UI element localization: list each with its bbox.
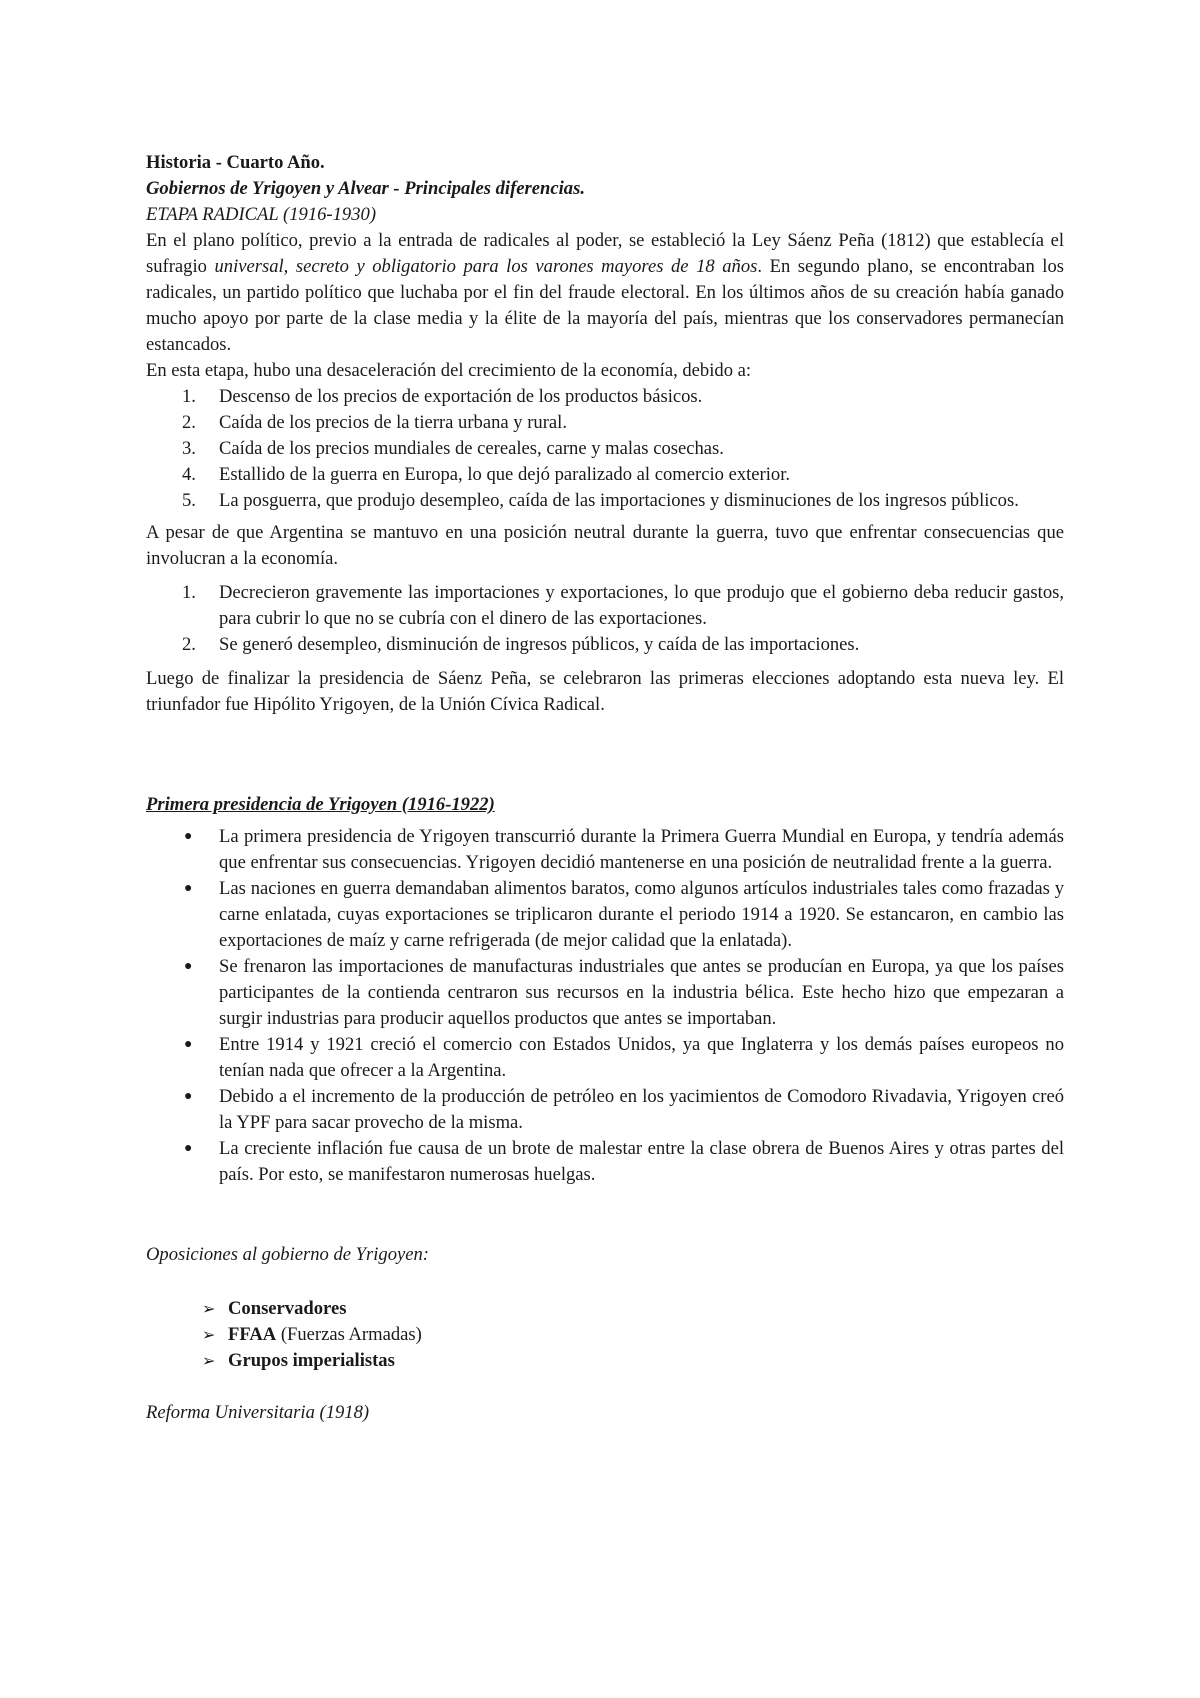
intro-text-a: En el plano político, previo a la entrada de radicales al poder, se estableció la Ley Sáenz Peña (1812) que establecía el sufragio [146, 230, 1064, 277]
list-item-text: Estallido de la guerra en Europa, lo que dejó paralizado al comercio exterior. [219, 464, 791, 485]
opposition-heading: Oposiciones al gobierno de Yrigoyen: [146, 1244, 430, 1265]
list-number: 2. [182, 634, 196, 655]
intro-emphasis: universal, secreto y obligatorio para los varones mayores de 18 años [214, 256, 758, 277]
bullet-icon: ● [184, 1037, 193, 1052]
opposition-list [146, 1296, 1064, 1374]
list-item [146, 488, 1064, 514]
list-item [146, 1136, 1064, 1188]
list-item [146, 462, 1064, 488]
list-item-text: La posguerra, que produjo desempleo, caída de las importaciones y disminuciones de los ingresos públicos. [219, 490, 1019, 511]
opposition-group: Conservadores [228, 1298, 347, 1319]
list-item [146, 1084, 1064, 1136]
list-item-text: Se generó desempleo, disminución de ingresos públicos, y caída de las importaciones. [219, 634, 860, 655]
list-item-text: La primera presidencia de Yrigoyen transcurrió durante la Primera Guerra Mundial en Europa, y tendría además que enfrentar sus consecuencias. Yrigoyen decidió mantenerse en una posición de neutralidad frente a la guerra. [219, 826, 1064, 873]
bullet-icon: ● [184, 959, 193, 974]
list-item [146, 1348, 1064, 1374]
opposition-group: FFAA [228, 1324, 277, 1345]
list-item [146, 410, 1064, 436]
bullet-icon: ● [184, 881, 193, 896]
bullet-icon: ● [184, 829, 193, 844]
list-number: 1. [182, 386, 196, 407]
subject-heading: Historia - Cuarto Año. [146, 152, 325, 173]
list-item-text: Descenso de los precios de exportación de los productos básicos. [219, 386, 703, 407]
list-number: 5. [182, 490, 196, 511]
list-item [146, 824, 1064, 876]
arrow-icon: ➢ [202, 1325, 216, 1344]
list-item-text: Decrecieron gravemente las importaciones y exportaciones, lo que produjo que el gobierno deba reducir gastos, para cubrir lo que no se cubría con el dinero de las exportaciones. [219, 582, 1064, 629]
list-number: 4. [182, 464, 196, 485]
list-item [146, 1322, 1064, 1348]
neutrality-paragraph: A pesar de que Argentina se mantuvo en una posición neutral durante la guerra, tuvo que enfrentar consecuencias que involucran a la economía. [146, 522, 1064, 569]
intro-text-b: . En segundo plano, se encontraban los radicales, un partido político que luchaba por el fin del fraude electoral. En los últimos años de su creación había ganado mucho apoyo por parte de la clase media y la élite de la mayoría del país, mientras que los conservadores permanecían estancados. [146, 256, 1064, 355]
first-presidency-heading: Primera presidencia de Yrigoyen (1916-1922) [146, 794, 495, 815]
arrow-icon: ➢ [202, 1351, 216, 1370]
consequences-list [146, 580, 1064, 658]
list-number: 2. [182, 412, 196, 433]
list-number: 1. [182, 582, 196, 603]
list-item [146, 954, 1064, 1032]
list-item [146, 580, 1064, 632]
causes-list [146, 384, 1064, 514]
list-item-text: Caída de los precios de la tierra urbana y rural. [219, 412, 567, 433]
list-item [146, 436, 1064, 462]
list-item [146, 876, 1064, 954]
list-item [146, 384, 1064, 410]
document-page [146, 150, 1064, 1426]
stage-heading: ETAPA RADICAL (1916-1930) [146, 204, 377, 225]
list-item [146, 632, 1064, 658]
list-item-text: La creciente inflación fue causa de un brote de malestar entre la clase obrera de Buenos Aires y otras partes del país. Por esto, se manifestaron numerosas huelgas. [219, 1138, 1064, 1185]
list-item-text: Entre 1914 y 1921 creció el comercio con Estados Unidos, ya que Inglaterra y los demás países europeos no tenían nada que ofrecer a la Argentina. [219, 1034, 1064, 1081]
list-number: 3. [182, 438, 196, 459]
list-item [146, 1296, 1064, 1322]
bullet-icon: ● [184, 1089, 193, 1104]
opposition-group: Grupos imperialistas [228, 1350, 395, 1371]
first-presidency-list [146, 824, 1064, 1188]
document-title: Gobiernos de Yrigoyen y Alvear - Principales diferencias. [146, 178, 585, 199]
list-item-text: Caída de los precios mundiales de cereales, carne y malas cosechas. [219, 438, 724, 459]
list-item-text: Las naciones en guerra demandaban alimentos baratos, como algunos artículos industriales tales como frazadas y carne enlatada, cuyas exportaciones se triplicaron durante el periodo 1914 a 1920. Se estancaron, en cambio las exportaciones de maíz y carne refrigerada (de mejor calidad que la enlatada). [219, 878, 1064, 951]
arrow-icon: ➢ [202, 1299, 216, 1318]
economy-paragraph: En esta etapa, hubo una desaceleración del crecimiento de la economía, debido a: [146, 360, 752, 381]
election-paragraph: Luego de finalizar la presidencia de Sáenz Peña, se celebraron las primeras elecciones adoptando esta nueva ley. El triunfador fue Hipólito Yrigoyen, de la Unión Cívica Radical. [146, 668, 1064, 715]
opposition-detail: (Fuerzas Armadas) [276, 1324, 422, 1345]
reform-heading: Reforma Universitaria (1918) [146, 1402, 370, 1423]
bullet-icon: ● [184, 1141, 193, 1156]
list-item-text: Se frenaron las importaciones de manufacturas industriales que antes se producían en Europa, ya que los países participantes de la contienda centraron sus recursos en la industria bélica. Este hecho hizo que empezaran a surgir industrias para producir aquellos productos que antes se importaban. [219, 956, 1064, 1029]
list-item [146, 1032, 1064, 1084]
intro-paragraph [146, 228, 1064, 358]
list-item-text: Debido a el incremento de la producción de petróleo en los yacimientos de Comodoro Rivadavia, Yrigoyen creó la YPF para sacar provecho de la misma. [219, 1086, 1064, 1133]
